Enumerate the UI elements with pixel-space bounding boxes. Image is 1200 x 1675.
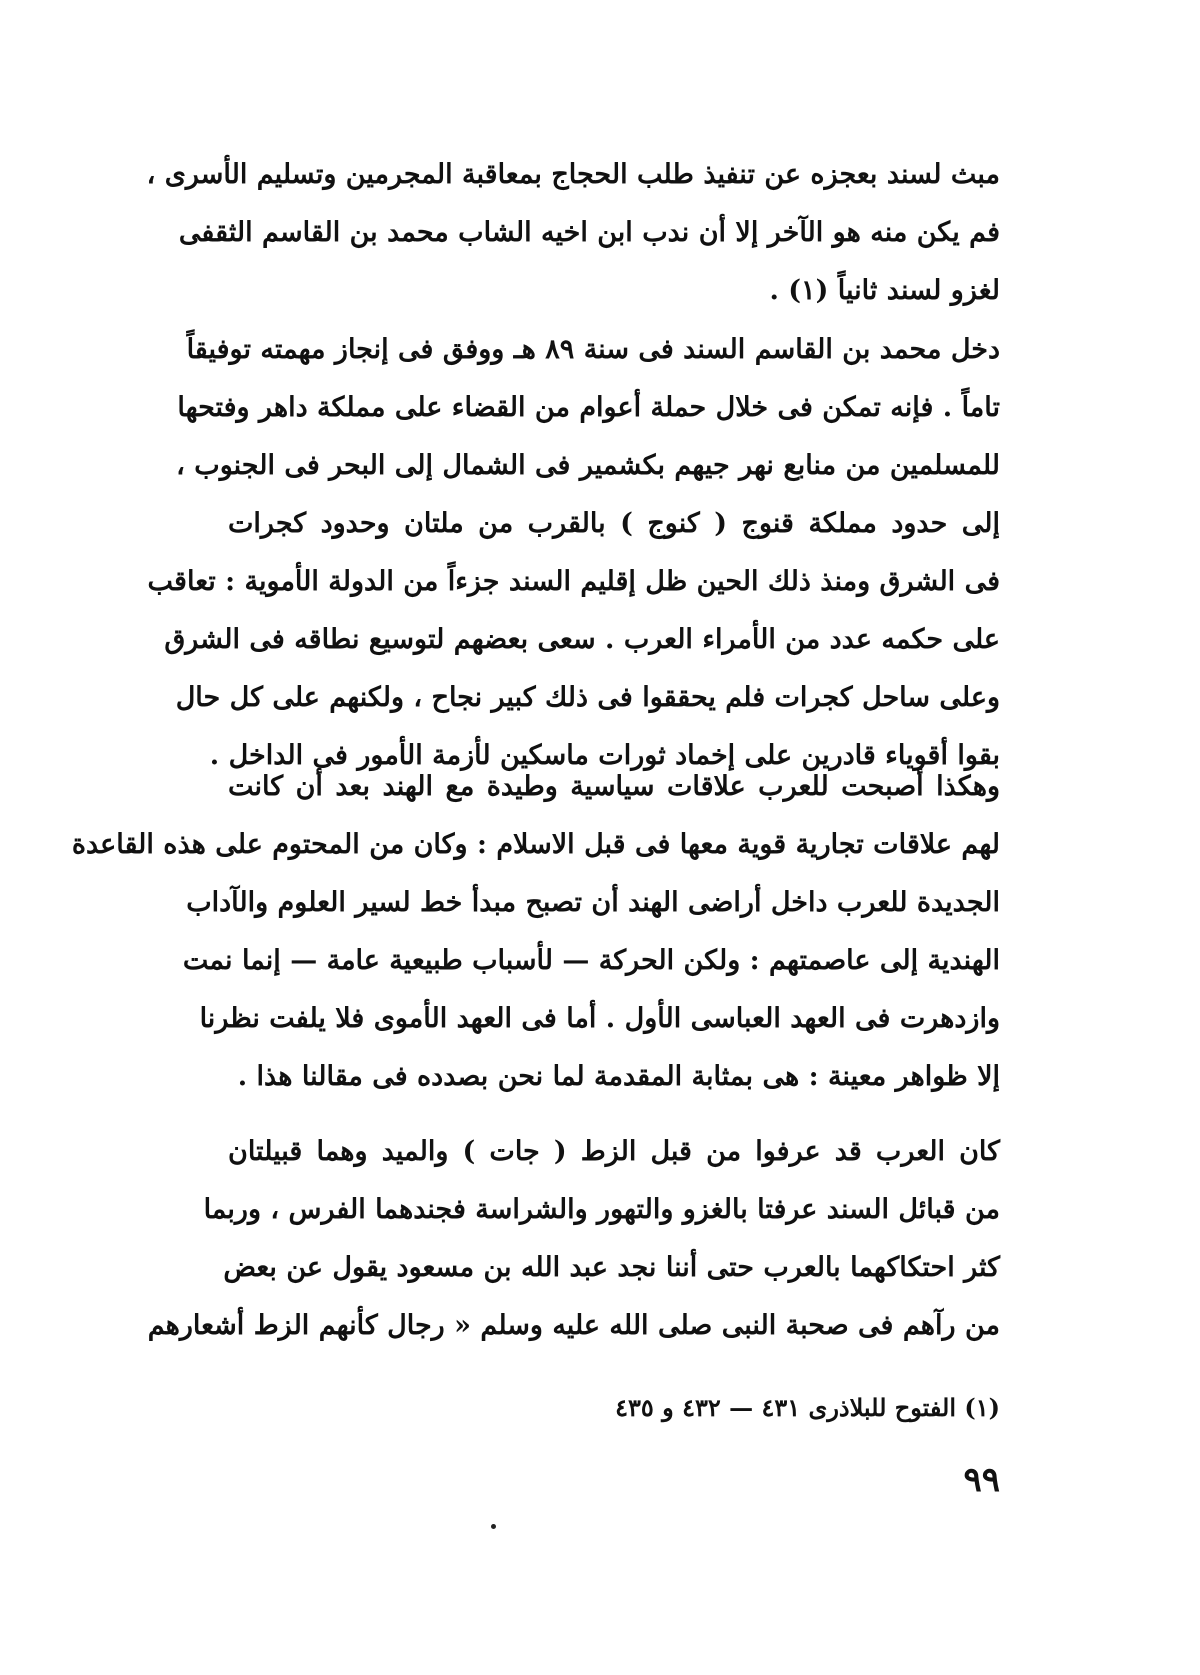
text-line: على حكمه عدد من الأمراء العرب . سعى بعضهم لتوسيع نطاقه فى الشرق xyxy=(164,624,1000,655)
text-line: مبث لسند بعجزه عن تنفيذ طلب الحجاج بمعاقبة المجرمين وتسليم الأسرى ، xyxy=(146,159,1000,190)
text-line: إلى حدود مملكة قنوج ( كنوج ) بالقرب من ملتان وحدود كجرات xyxy=(228,508,1000,539)
paragraph-4 xyxy=(147,1123,1000,1355)
text-line: كان العرب قد عرفوا من قبل الزط ( جات ) والميد وهما قبيلتان xyxy=(228,1136,1000,1167)
text-line: للمسلمين من منابع نهر جيهم بكشمير فى الشمال إلى البحر فى الجنوب ، xyxy=(176,450,1000,481)
paragraph-2 xyxy=(147,321,1000,785)
footnote: (١) الفتوح للبلاذرى ٤٣١ — ٤٣٢ و ٤٣٥ xyxy=(615,1393,1000,1422)
text-line: الجديدة للعرب داخل أراضى الهند أن تصبح مبدأ خط لسير العلوم والآداب xyxy=(186,887,1000,918)
text-line: كثر احتكاكهما بالعرب حتى أننا نجد عبد الله بن مسعود يقول عن بعض xyxy=(223,1252,1000,1283)
text-line: وهكذا أصبحت للعرب علاقات سياسية وطيدة مع الهند بعد أن كانت xyxy=(228,771,1000,802)
paragraph-3 xyxy=(71,758,1000,1106)
text-line: وازدهرت فى العهد العباسى الأول . أما فى العهد الأموى فلا يلفت نظرنا xyxy=(199,1003,1000,1034)
text-line: بقوا أقوياء قادرين على إخماد ثورات ماسكين لأزمة الأمور فى الداخل . xyxy=(209,740,1000,771)
text-line: إلا ظواهر معينة : هى بمثابة المقدمة لما نحن بصدده فى مقالنا هذا . xyxy=(237,1061,1000,1092)
text-line: من رآهم فى صحبة النبى صلى الله عليه وسلم « رجال كأنهم الزط أشعارهم xyxy=(147,1310,1000,1341)
text-line: لهم علاقات تجارية قوية معها فى قبل الاسلام : وكان من المحتوم على هذه القاعدة xyxy=(71,829,1000,860)
text-line: لغزو لسند ثانياً (١) . xyxy=(769,275,1000,306)
text-line: فم يكن منه هو الآخر إلا أن ندب ابن اخيه الشاب محمد بن القاسم الثقفى xyxy=(178,217,1000,248)
text-line: دخل محمد بن القاسم السند فى سنة ٨٩ هـ ووفق فى إنجاز مهمته توفيقاً xyxy=(186,334,1000,365)
text-line: وعلى ساحل كجرات فلم يحققوا فى ذلك كبير نجاح ، ولكنهم على كل حال xyxy=(175,682,1000,713)
text-line: فى الشرق ومنذ ذلك الحين ظل إقليم السند جزءاً من الدولة الأموية : تعاقب xyxy=(147,566,1000,597)
text-line: تاماً . فإنه تمكن فى خلال حملة أعوام من القضاء على مملكة داهر وفتحها xyxy=(177,392,1000,423)
text-line: الهندية إلى عاصمتهم : ولكن الحركة — لأسباب طبيعية عامة — إنما نمت xyxy=(182,945,1000,976)
text-line: من قبائل السند عرفتا بالغزو والتهور والشراسة فجندهما الفرس ، وربما xyxy=(203,1194,1000,1225)
scan-speck xyxy=(491,1524,496,1529)
paragraph-1 xyxy=(146,146,1000,320)
page-number: ٩٩ xyxy=(963,1460,1000,1500)
